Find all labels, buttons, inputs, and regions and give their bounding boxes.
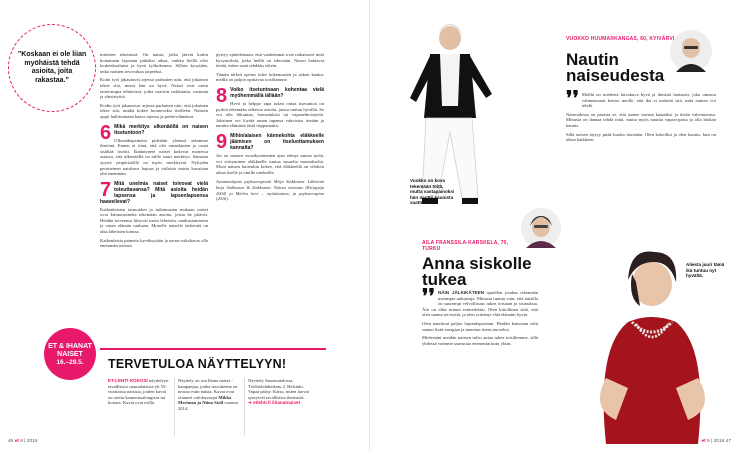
vuokko-headline: Nautin naiseudesta bbox=[566, 50, 665, 85]
question-number: 6 bbox=[100, 121, 112, 144]
paragraph: pystyy ajattelemaan, että vanhemmat ovat ratkaisseet niitä kysymyksiä, jotka heillä on edessään. Naiset haluavat tietää, miten asiat tehdään oikein. bbox=[216, 52, 324, 69]
pull-quote: ”Koskaan ei ole liian myöhäistä tehdä asioita, joita rakastaa.” bbox=[17, 51, 87, 84]
paragraph: Mielestäni meidän naisten tulisi antaa tukea toisillemme, sillä yhdessä voimme saavuttaa enemmän kuin yksin. bbox=[422, 335, 538, 346]
page-footer-right bbox=[701, 439, 731, 444]
vuokko-portrait bbox=[670, 28, 712, 74]
question-8 bbox=[216, 84, 324, 129]
issue-number: 9 | 2016 bbox=[20, 439, 38, 444]
question-7 bbox=[100, 178, 208, 249]
aila-headline: Anna siskolle tukea bbox=[422, 254, 532, 289]
question-9 bbox=[216, 130, 324, 175]
paragraph: Meillä on miehenä kuvakuva hyvä ja ihmisiä hartaasti, joka omassa valinnassaan kertoo meille, että ikä ei määritä sitä, mitä nainen voi tehdä. bbox=[581, 92, 716, 109]
aila-caption: Aliesta juuri tämä ikä tuntuu nyt hyvältä. bbox=[686, 262, 725, 279]
info-column-1 bbox=[108, 378, 170, 406]
question-heading: Voiko itsetuntoaan kohentaa vielä myöhemmällä iällään? bbox=[230, 86, 324, 99]
article-column-2 bbox=[216, 52, 324, 205]
paragraph: ajatellen joudun tekemään useampia ratkaisuja. Minusta tuntuu vain, että naisilla on suurempi velvollisuus tukea toisiaan ja sisaruksia. Äiti on ollut minun esimerkkini. Olen kiitollinen siitä, että olen saanut terveyttä, ja olen yrittänyt elää elämäni hyvin. bbox=[422, 290, 538, 318]
issue-number: 9 | 2016 bbox=[707, 439, 725, 444]
paragraph: Kodin työt jakautuvat arjessa parhaiten niin, että jokainen tekee sitä, minkä kokee luontevaksi itselleen. Naisten oppii hallitsemaan kaaos arjessa ja perhe-elämässä. bbox=[100, 102, 208, 119]
column-separator bbox=[244, 378, 245, 436]
aila-kicker: AILA FRANSSILA-KARSKELA, 70, TURKU bbox=[422, 240, 509, 252]
info-lead: ET-LEHTI KOKOSI bbox=[108, 378, 148, 383]
story-lead: NÄIN JÄLKIKÄTEEN bbox=[437, 290, 485, 295]
info-tail: Kuvat ovat esillä. bbox=[122, 400, 156, 406]
magazine-brand: et bbox=[701, 439, 706, 444]
quote-mark: ❜❜ bbox=[422, 286, 435, 308]
question-number: 7 bbox=[100, 178, 112, 201]
vuokko-story bbox=[566, 88, 716, 146]
info-column-3 bbox=[248, 378, 314, 406]
aila-story bbox=[422, 286, 538, 349]
vuokko-kicker: VUOKKO HUUMARKANGAS, 60, KYIVÄRVI bbox=[566, 36, 675, 42]
pull-quote-circle bbox=[8, 24, 96, 112]
paragraph: Kaikenlaisia paineita hyväksytään ja naiset uskaltavat olla enemmän itsensä. bbox=[100, 237, 208, 249]
event-name: ET & IHANAT NAISET bbox=[48, 342, 92, 358]
aila-portrait bbox=[520, 206, 562, 250]
page-number: 46 bbox=[8, 439, 14, 444]
event-dates: 16.–29.5. bbox=[56, 358, 84, 366]
article-column-1 bbox=[100, 52, 208, 252]
page-number: 47 bbox=[725, 439, 731, 444]
question-heading: Mitä unelmia naiset toivovat vielä toteuttavansa? Mitä asioita heidän lapsensa ja lapsenlapsensa haaveilevat? bbox=[100, 180, 208, 205]
web-link[interactable]: ➜ etlehti.fi /ihanatnaiset bbox=[248, 400, 301, 406]
source-note: Asiantuntijana psykoterapeutti Mirja Sinkkonen. Lähteenä kirja Sinkkonen & Sinkkonen: Naisen itsetunto (Kirjapaja 2004) ja Mielen hovi – myötätuntoa, ja psykoterapiaa (2016). bbox=[216, 179, 324, 202]
info-column-2 bbox=[178, 378, 240, 412]
paragraph: Koiin työt jakautuvat arjessa parhaiten niin, että jokainen tekee sitä, missä hän on hyvä. Naiset ovat usein taitavampia tehtävissä, jotka vaativat tarkkuutta, vastuuta ja yhteistyötä. bbox=[100, 77, 208, 100]
photographer-names: Mikko Merimaa ja Niina Stoll bbox=[178, 394, 232, 406]
right-page bbox=[369, 0, 738, 450]
paragraph: Naiseudessa on parasta se, että tuntee itsensä kauniiksi ja tietää vahvuutensa. Minusta on ihanaa tehdä töitä, mutta myös nauttia vapaa-ajasta ja olla hiukan kaunis. bbox=[566, 111, 716, 128]
paragraph: Hyvä ja helppo tapa tukea omaa itsetuntoa on pyrkiä tekemään sellaisia asioita, joissa tuntuu hyvältä. Se voi olla liikuntaa, harrastuksia tai vapaaehtoistyötä. Jokainen voi löytää oman tapansa vahvistaa itseään ja nauttia elämästä iästä riippumatta. bbox=[216, 100, 324, 129]
info-tail: vuonna 2014. bbox=[178, 400, 238, 411]
paragraph: Sillä naisen täytyy pitää huolta itsestään. Olen kokeillut ja olen kaunis, kun on aikaa kaikkeen. bbox=[566, 131, 716, 143]
question-6 bbox=[100, 121, 208, 177]
question-heading: Mikä merkitys ulkonäöllä on naisen itsetuntoon? bbox=[114, 123, 208, 136]
info-text: Näyttely Sanomatalossa, Töölönlahdenkatu 2, Helsinki. Vapaa pääsy. bbox=[248, 378, 304, 395]
column-separator bbox=[174, 378, 175, 436]
info-text: näyttelyyn tavallisista suomalaisista yli 55-vuotiaista naisista, joiden kuvat on otettu kauneussalongissa tai kotona. bbox=[108, 378, 169, 406]
paragraph: Kaikenlaisten tarinoiden ja tutkimusten mukaan naiset ovat kiinnostuneita tekemään asioita, joista he pitävät. Heidän toiveensa liittyvät usein läheisiin, matkustamiseen ja oman elämän rauhaan. Monelle naiselle tärkeintä on aika läheisten kanssa. bbox=[100, 206, 208, 235]
info-text: Näyttely on osa Ihana naiset -kampanjaa, jonka tavoitteena on nostaa esiin naisia. Kuvat ovat ottaneet valokuvaajat bbox=[178, 378, 238, 400]
paragraph: Jos on monen vuosikymmenen ajan tehnyt samaa työtä, voi siirtyminen eläkkeelle tuntua suurelta muutokselta. Moni nainen kuitenkin kokee, että eläkkeellä on vihdoin aikaa itselle ja omille unelmille. bbox=[216, 152, 324, 175]
divider-line bbox=[100, 348, 326, 350]
magazine-brand: et bbox=[14, 439, 19, 444]
exhibition-title: TERVETULOA NÄYTTELYYN! bbox=[108, 357, 287, 371]
vuokko-caption: Vuokko on kova tekemään töitä, mutta vastapainoksi hän nauttii kaunista vaatteista. bbox=[410, 178, 455, 206]
paragraph: mieisten tekemistä. On naisia, jotka jäävät kotiin hoitamaan lapsiaan pitkäksi aikaa, vaikka heillä olisi korkeakoulutus ja hyvä työkokemus. Silloin kysytään, onko naisten arvovaltaa tarpeeksi. bbox=[100, 52, 208, 74]
page-footer-left bbox=[8, 439, 38, 444]
quote-mark: ❜❜ bbox=[566, 88, 579, 110]
event-date-circle bbox=[44, 328, 96, 380]
question-heading: Mihin/alaisen kännekohta eläkkeelle jäämisen on itseluottamuksen kannalta? bbox=[230, 132, 324, 151]
paragraph: Tämän tärkeä opetus tulee kokemusten ja uskon kautta: meillä on paljon opittavaa toisiltamme. bbox=[216, 71, 324, 83]
info-tail: Katsu, miten luovat syntyivät tavallisista ihmisistä. bbox=[248, 389, 309, 400]
question-number: 8 bbox=[216, 84, 228, 107]
paragraph: Ulkonäköpaineita pidetään yleensä aikamme ilmiönä. Ennen ei tiinä, että olet omanlainen ja osaat sisältää itseäsi. Ikääntyneet naiset kokevat monessa asiassa, että ulkonäöllä on niille suuri merkitys. Samasta syystä ympäristöllä on myös merkitystä. Nykyään perinteinen naiskuva hajoaa ja erilaisia naisia kuvataan yhä enemmän. bbox=[100, 137, 208, 177]
question-number: 9 bbox=[216, 130, 228, 153]
paragraph: Olen nauttinut paljon lapsenlapsistani. Heidän kanssaan olen saanut lisää energiaa ja tuntenut itseni nuoreksi. bbox=[422, 320, 538, 332]
